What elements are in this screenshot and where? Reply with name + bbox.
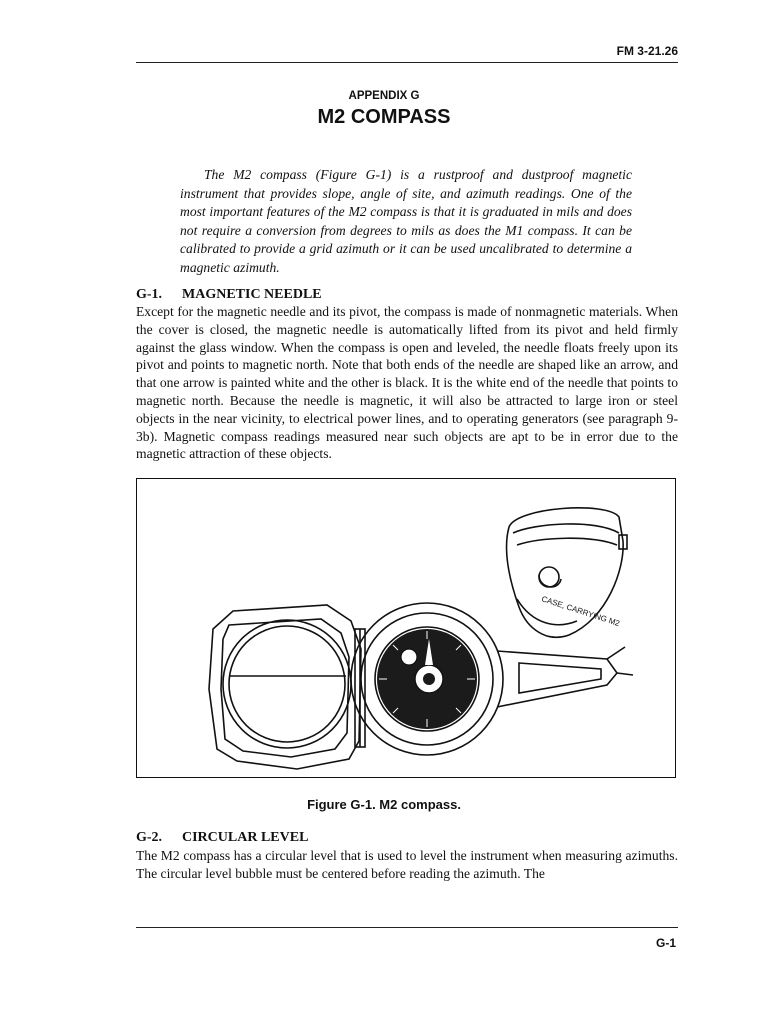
section-body-magnetic-needle: Except for the magnetic needle and its pivot, the compass is made of nonmagnetic materials. When the cover is closed, the magnetic needle is automatically lifted from its pivot and held firmly against the glass window. When the compass is open and leveled, the needle floats freely upon its pivot and points to magnetic north. Note that both ends of the needle are shaped like an arrow, and that one arrow is painted white and the other is black. It is the white end of the needle that points to magnetic north. Because the needle is magnetic, it will also be attracted to large iron or steel objects in the near vicinity, to electrical power lines, and to operating generators (see paragraph 9-3b). Magnetic compass readings measured near such objects are apt to be in error due to the magnetic attraction of these objects. [136, 304, 678, 462]
appendix-label: APPENDIX G [348, 90, 420, 102]
intro-paragraph: The M2 compass (Figure G-1) is a rustproof and dustproof magnetic instrument that provides slope, angle of site, and azimuth readings. One of the most important features of the M2 compass is that it is graduated in mils and does not require a conversion from degrees to mils as does the M1 compass. It can be calibrated to provide a grid azimuth or it can be used uncalibrated to determine a magnetic azimuth. [180, 167, 632, 275]
section-title: CIRCULAR LEVEL [182, 830, 309, 845]
document-code: FM 3-21.26 [616, 44, 678, 58]
page-number: G-1 [655, 936, 676, 950]
section-title: MAGNETIC NEEDLE [182, 287, 322, 302]
case-label-text: CASE, CARRYING M2 [540, 594, 621, 629]
section-body-circular-level: The M2 compass has a circular level that is used to level the instrument when measuring azimuths. The circular level bubble must be centered before reading the azimuth. The [136, 848, 678, 881]
figure-caption: Figure G-1. M2 compass. [307, 797, 461, 812]
section-heading-magnetic-needle [136, 287, 322, 303]
section-number: G-1. [136, 287, 163, 302]
section-number: G-2. [136, 830, 163, 845]
footer-rule [136, 927, 678, 928]
figure-m2-compass [136, 478, 676, 778]
page-title: M2 COMPASS [317, 106, 451, 128]
header-rule [136, 62, 678, 63]
m2-compass-illustration [137, 479, 674, 776]
section-heading-circular-level [136, 830, 308, 846]
